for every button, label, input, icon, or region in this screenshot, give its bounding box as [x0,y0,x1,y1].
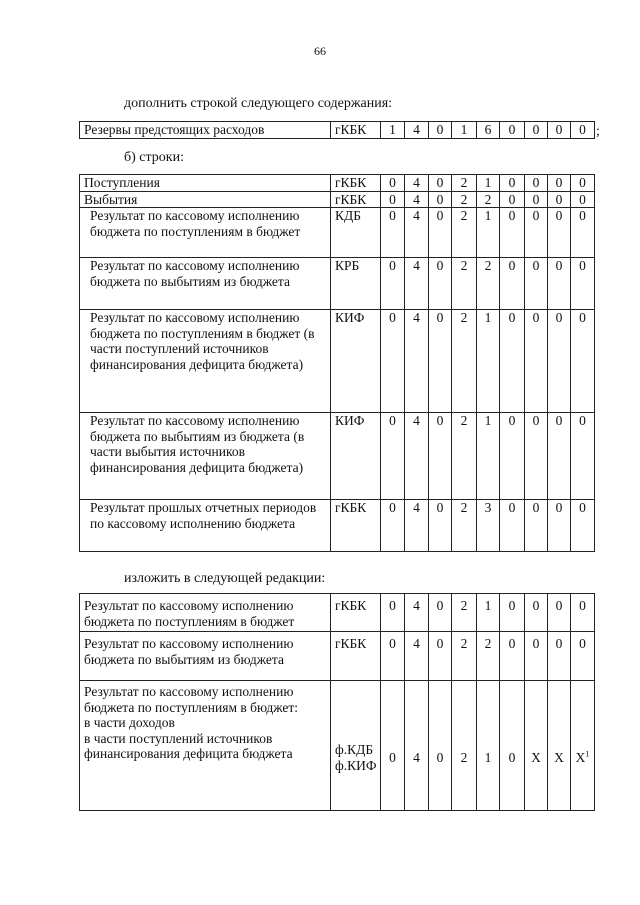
code-digit [500,594,525,632]
digit-value: 1 [484,598,492,613]
digit-value: 4 [413,413,420,428]
table-row [80,208,595,258]
row-code: КРБ [331,258,381,310]
code-digit [452,413,477,500]
table-row [80,310,595,413]
digit-value: 0 [555,636,563,651]
code-digit [571,594,595,632]
code-digit [452,500,477,552]
row-code: КДБ [331,208,381,258]
footnote-marker: 1 [585,749,590,759]
digit-value: 0 [389,175,396,190]
code-digit [571,191,595,208]
page-number: 66 [314,44,326,58]
digit-value: X [531,749,541,765]
digit-value: 2 [460,636,468,651]
code-digit [381,500,405,552]
row-name: Выбытия [80,191,331,208]
digit-value: 0 [532,191,540,207]
table-row [80,122,595,139]
table-add-reserves [79,121,595,139]
digit-value: 0 [555,598,563,613]
digit-value: 0 [508,413,516,428]
code-digit [548,413,571,500]
digit-value: 0 [436,310,444,325]
code-digit [500,310,525,413]
code-digit [500,413,525,500]
row-name: Результат по кассовому исполнению бюджета по выбытиям из бюджета [80,632,331,681]
code-digit [548,310,571,413]
table-row [80,258,595,310]
code-digit [381,413,405,500]
digit-value: 0 [579,258,586,273]
table-row [80,681,595,811]
code-digit [525,310,548,413]
digit-value: 0 [508,175,516,190]
digit-value: 0 [579,191,586,207]
code-digit [525,258,548,310]
digit-value: 4 [413,598,420,613]
digit-value: 1 [484,749,492,765]
code-digit [500,122,525,139]
code-digit [405,681,429,811]
row-name: Результат по кассовому исполнению бюджета по поступлениям в бюджет [80,594,331,632]
code-digit [429,122,452,139]
code-digit [452,175,477,192]
code-digit [429,681,452,811]
code-digit [452,681,477,811]
digit-value: 2 [460,208,468,223]
code-digit [381,175,405,192]
digit-value: 4 [413,122,420,137]
code-digit [477,413,500,500]
digit-value: 0 [555,175,563,190]
digit-value: 0 [508,636,516,651]
row-name: Результат прошлых отчетных периодов по кассовому исполнению бюджета [80,500,331,552]
code-digit [429,310,452,413]
digit-value: 2 [460,258,468,273]
code-digit [525,175,548,192]
digit-value: 0 [389,208,396,223]
code-digit [500,191,525,208]
digit-value: 0 [436,749,444,765]
code-digit [548,500,571,552]
digit-value: 0 [436,191,444,207]
trailing-semicolon: ; [596,124,600,139]
code-digit [525,632,548,681]
code-digit [381,594,405,632]
digit-value: 2 [460,310,468,325]
code-digit [525,681,548,811]
digit-value: 0 [579,310,586,325]
code-digit [405,208,429,258]
row-name: Результат по кассовому исполнению бюджета по выбытиям из бюджета [80,258,331,310]
code-digit [405,594,429,632]
code-digit [429,413,452,500]
digit-value: 1 [484,413,492,428]
code-digit [477,258,500,310]
digit-value: 0 [579,413,586,428]
digit-value: 1 [484,175,492,190]
code-digit [525,122,548,139]
code-digit [548,681,571,811]
code-digit [525,594,548,632]
digit-value: 0 [555,500,563,515]
code-digit [405,258,429,310]
digit-value: 4 [413,500,420,515]
table-row [80,413,595,500]
digit-value: 0 [389,413,396,428]
code-digit [571,122,595,139]
code-digit [452,258,477,310]
code-digit [548,594,571,632]
row-code: гКБК [331,632,381,681]
row-code: КИФ [331,413,381,500]
code-digit [405,500,429,552]
digit-value: 0 [508,191,516,207]
row-code: ф.КДБ ф.КИФ [331,681,381,811]
code-digit [429,500,452,552]
digit-value: 0 [532,310,540,325]
digit-value: 0 [532,598,540,613]
digit-value: 0 [436,413,444,428]
digit-value: 0 [532,636,540,651]
row-code: гКБК [331,191,381,208]
digit-value: 1 [484,310,492,325]
code-digit [477,122,500,139]
code-digit [452,208,477,258]
digit-value: 4 [413,191,420,207]
code-digit [571,681,595,811]
row-name: Результат по кассовому исполнению бюджета по поступлениям в бюджет: в части доходов в части поступлений источников финансирования дефицита бюджета [80,681,331,811]
code-digit [500,208,525,258]
digit-value: 0 [389,598,396,613]
digit-value: 0 [555,413,563,428]
digit-value: 0 [579,598,586,613]
digit-value: 0 [508,310,516,325]
digit-value: 0 [436,175,444,190]
digit-value: 2 [484,258,492,273]
digit-value: 0 [508,598,516,613]
digit-value: 2 [460,598,468,613]
code-digit [548,208,571,258]
edit-heading: изложить в следующей редакции: [124,571,326,586]
code-digit [452,594,477,632]
code-digit [429,258,452,310]
code-digit [548,632,571,681]
code-digit [452,310,477,413]
table-lines [79,174,595,552]
code-digit [571,500,595,552]
row-code: гКБК [331,594,381,632]
digit-value: 0 [555,122,563,137]
table-new-edition [79,593,595,811]
digit-value: 0 [389,500,396,515]
digit-value: 1 [484,208,492,223]
code-digit [500,175,525,192]
code-digit [477,681,500,811]
digit-value: 0 [579,122,586,137]
code-digit [548,122,571,139]
digit-value: 0 [389,749,396,765]
digit-value: 0 [436,500,444,515]
code-digit [500,681,525,811]
code-digit [405,122,429,139]
digit-value: 0 [555,258,563,273]
table-row [80,632,595,681]
code-digit [571,310,595,413]
code-digit [500,632,525,681]
digit-value: 2 [484,191,492,207]
code-digit [381,258,405,310]
digit-value: 0 [436,258,444,273]
digit-value: 0 [579,500,586,515]
code-digit [571,632,595,681]
code-digit [381,122,405,139]
code-digit [429,208,452,258]
code-digit [500,500,525,552]
code-digit [429,594,452,632]
digit-value: 0 [579,208,586,223]
digit-value: 0 [436,636,444,651]
code-digit [405,413,429,500]
code-digit [381,310,405,413]
code-digit [477,191,500,208]
code-digit [429,632,452,681]
code-digit [571,413,595,500]
row-name: Резервы предстоящих расходов [80,122,331,139]
b-heading: б) строки: [124,150,184,165]
intro-text: дополнить строкой следующего содержания: [124,96,393,111]
digit-value: 0 [436,208,444,223]
digit-value: 0 [436,598,444,613]
code-digit [571,258,595,310]
code-digit [525,208,548,258]
code-digit [571,208,595,258]
digit-value: X [554,749,564,765]
code-digit [548,175,571,192]
code-digit [477,632,500,681]
code-digit [381,191,405,208]
code-digit [548,258,571,310]
digit-value: 2 [460,500,468,515]
code-digit [381,208,405,258]
code-digit [477,310,500,413]
row-code: гКБК [331,122,381,139]
table-row [80,500,595,552]
digit-value: 4 [413,636,420,651]
digit-value: 0 [532,122,540,137]
code-digit [381,632,405,681]
row-name: Поступления [80,175,331,192]
digit-value: 2 [460,191,468,207]
row-code: гКБК [331,500,381,552]
code-digit [405,191,429,208]
digit-value: 1 [460,122,468,137]
digit-value: 0 [532,258,540,273]
table-row [80,175,595,192]
digit-value: 0 [555,310,563,325]
digit-value: 4 [413,208,420,223]
digit-value: 4 [413,310,420,325]
digit-value: 4 [413,749,420,765]
digit-value: 0 [555,208,563,223]
digit-value: 0 [508,208,516,223]
code-digit [405,310,429,413]
digit-value: 0 [389,636,396,651]
digit-value: 0 [532,208,540,223]
code-digit [477,175,500,192]
digit-value: 2 [460,749,468,765]
code-digit [500,258,525,310]
digit-value: 0 [508,122,516,137]
digit-value: 6 [484,122,492,137]
digit-value: 2 [460,175,468,190]
code-digit [477,208,500,258]
code-digit [405,175,429,192]
digit-value: 0 [532,175,540,190]
digit-value: 0 [532,413,540,428]
digit-value: 2 [460,413,468,428]
digit-value: 0 [389,310,396,325]
code-digit [571,175,595,192]
digit-value: 0 [389,258,396,273]
digit-value: 3 [484,500,492,515]
row-name: Результат по кассовому исполнению бюджета по выбытиям из бюджета (в части выбытия источников финансирования дефицита бюджета) [80,413,331,500]
row-code: КИФ [331,310,381,413]
digit-value: 4 [413,175,420,190]
digit-value: 2 [484,636,492,651]
code-digit [477,594,500,632]
table-row [80,594,595,632]
row-name: Результат по кассовому исполнению бюджета по поступлениям в бюджет (в части поступлений источников финансирования дефицита бюджета) [80,310,331,413]
code-digit [525,191,548,208]
digit-value: 0 [555,191,563,207]
digit-value: 0 [508,500,516,515]
row-code: гКБК [331,175,381,192]
code-digit [429,191,452,208]
code-digit [405,632,429,681]
code-digit [452,191,477,208]
table-row [80,191,595,208]
code-digit [429,175,452,192]
code-digit [452,122,477,139]
digit-value: 0 [436,122,444,137]
digit-value: 0 [508,258,516,273]
code-digit [525,500,548,552]
digit-value: 4 [413,258,420,273]
row-name: Результат по кассовому исполнению бюджета по поступлениям в бюджет [80,208,331,258]
code-digit [452,632,477,681]
digit-value: 0 [532,500,540,515]
digit-value: 0 [389,191,396,207]
digit-value: 1 [389,122,396,137]
code-digit [525,413,548,500]
digit-value: 0 [508,749,516,765]
digit-value: 0 [579,636,586,651]
code-digit [477,500,500,552]
code-digit [548,191,571,208]
digit-value: X [575,749,586,765]
digit-value: 0 [579,175,586,190]
code-digit [381,681,405,811]
